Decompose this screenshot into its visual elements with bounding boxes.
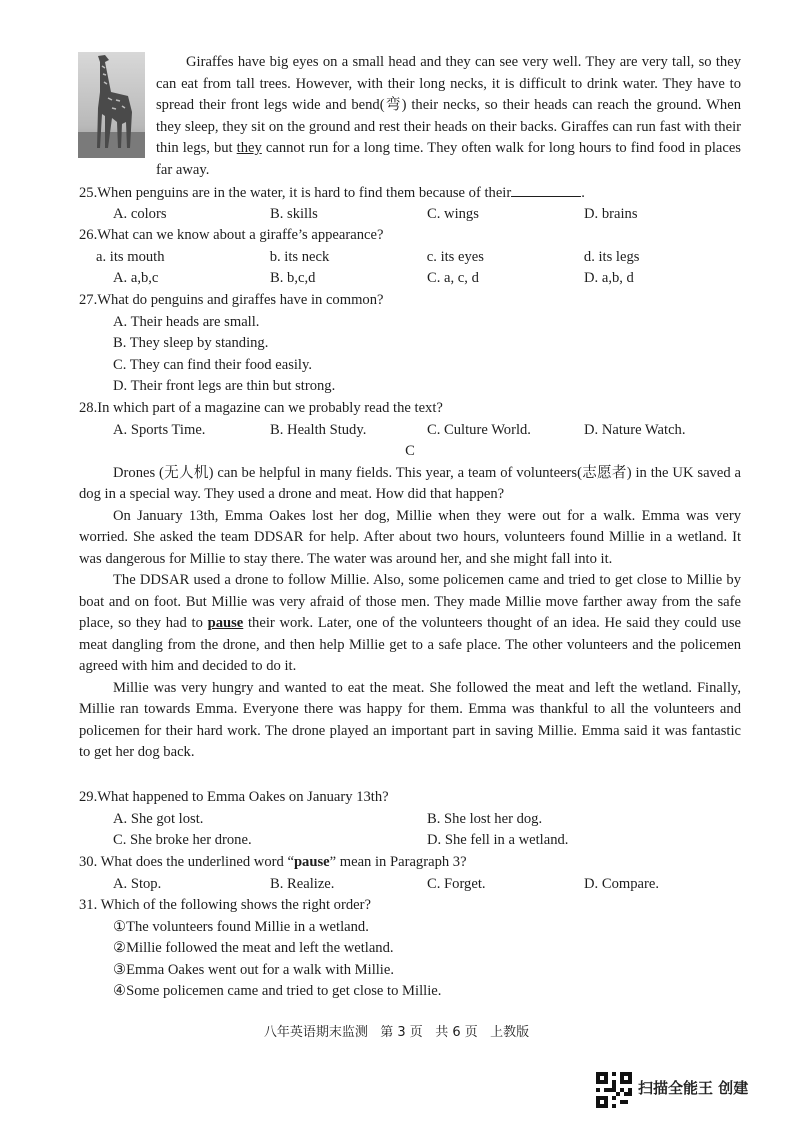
qr-code-icon xyxy=(596,1072,632,1108)
q29-option-b: B. She lost her dog. xyxy=(427,810,543,827)
p3-text-1: The DDSAR used a drone to follow Millie. Also, some policemen came and tried to get close to Millie by boat and on foot. But Millie was very afraid of those men. They made Millie move farther away from the safe place, so they had to xyxy=(79,572,741,631)
q30-word: pause xyxy=(293,854,330,870)
q28-option-b: B. Health Study. xyxy=(270,421,367,438)
giraffe-paragraph xyxy=(79,52,741,181)
q30-option-c: C. Forget. xyxy=(427,875,486,892)
passage-c-paragraph-4: Millie was very hungry and wanted to eat the meat. She followed the meat and left the wetland. Finally, Millie ran towards Emma. Everyone there was happy for them. Emma was thankful to all the volunteers and policemen for their hard work. The drone played an important part in saving Millie. Emma said it was fantastic to get her dog back. xyxy=(79,679,741,760)
q26-item-b: b. its neck xyxy=(269,248,330,265)
answer-blank xyxy=(511,182,581,197)
question-27 xyxy=(79,290,741,398)
section-letter: C xyxy=(405,443,415,459)
q26-stem: 26.What can we know about a giraffe’s appearance? xyxy=(79,227,384,243)
q31-item-3: ③Emma Oakes went out for a walk with Millie. xyxy=(113,961,394,978)
q27-option-a: A. Their heads are small. xyxy=(113,313,260,330)
page-footer: 八年英语期末监测 第 3 页 共 6 页 上教版 xyxy=(263,1025,530,1040)
q28-option-a: A. Sports Time. xyxy=(113,421,206,438)
q29-option-a: A. She got lost. xyxy=(113,810,204,827)
question-30 xyxy=(79,852,741,895)
q30-stem-a: 30. What does the underlined word “ xyxy=(79,854,294,870)
q31-item-4: ④Some policemen came and tried to get close to Millie. xyxy=(113,983,442,999)
q26-item-a: a. its mouth xyxy=(96,248,165,265)
q30-option-b: B. Realize. xyxy=(270,875,335,892)
q25-option-c: C. wings xyxy=(427,205,479,222)
q25-option-d: D. brains xyxy=(584,205,638,222)
scanner-watermark: 扫描全能王 创建 xyxy=(638,1079,749,1097)
q30-option-d: D. Compare. xyxy=(584,875,659,892)
q28-option-c: C. Culture World. xyxy=(427,421,531,438)
q25-end: . xyxy=(581,185,585,201)
question-28 xyxy=(79,398,741,441)
giraffe-text-2: cannot run for a long time. They often walk for long hours to find food in places far away. xyxy=(156,140,741,178)
q25-stem: 25.When penguins are in the water, it is hard to find them because of their xyxy=(79,185,512,201)
question-29 xyxy=(79,787,741,852)
underlined-word-pause: pause xyxy=(207,615,244,631)
q25-option-b: B. skills xyxy=(270,205,318,222)
q27-option-c: C. They can find their food easily. xyxy=(113,356,312,373)
q27-option-b: B. They sleep by standing. xyxy=(113,335,269,351)
q28-option-d: D. Nature Watch. xyxy=(584,421,686,438)
q30-stem xyxy=(79,852,741,874)
q31-stem: 31. Which of the following shows the right order? xyxy=(79,897,371,913)
q26-option-b: B. b,c,d xyxy=(270,270,316,286)
passage-c-paragraph-2: On January 13th, Emma Oakes lost her dog, Millie when they were out for a walk. Emma was very worried. She asked the team DDSAR for help. After about two hours, volunteers found Millie in a wetland. It was dangerous for Millie to stay there. The water was around her, and she might fall into it. xyxy=(79,507,741,567)
passage-c xyxy=(79,441,741,764)
question-25 xyxy=(79,182,741,225)
passage-c-paragraph-3 xyxy=(79,570,741,678)
question-26 xyxy=(79,225,741,290)
underlined-word-they: they xyxy=(236,140,262,156)
q30-option-a: A. Stop. xyxy=(113,875,162,892)
q27-option-d: D. Their front legs are thin but strong. xyxy=(113,378,336,394)
q29-option-c: C. She broke her drone. xyxy=(113,832,252,848)
q31-item-2: ②Millie followed the meat and left the wetland. xyxy=(113,940,394,956)
question-31 xyxy=(79,895,741,1003)
q26-option-a: A. a,b,c xyxy=(113,270,159,286)
q26-option-c: C. a, c, d xyxy=(427,270,479,286)
passage-c-paragraph-1: Drones (无人机) can be helpful in many fields. This year, a team of volunteers(志愿者) in the UK saved a dog in a special way. They used a drone and meat. How did that happen? xyxy=(79,464,741,502)
q30-stem-b: ” mean in Paragraph 3? xyxy=(329,854,467,870)
q26-item-d: d. its legs xyxy=(583,248,640,265)
q29-stem: 29.What happened to Emma Oakes on January 13th? xyxy=(79,789,389,805)
q28-stem: 28.In which part of a magazine can we probably read the text? xyxy=(79,400,443,416)
q26-option-d: D. a,b, d xyxy=(584,270,634,286)
q31-item-1: ①The volunteers found Millie in a wetland. xyxy=(113,918,369,935)
q27-stem: 27.What do penguins and giraffes have in common? xyxy=(79,292,384,308)
giraffe-text-1: Giraffes have big eyes on a small head and they can see very well. They are very tall, so they can eat from tall trees. However, with their long necks, it is difficult to drink water. They have to spread their front legs wide and bend(弯) their necks, so their heads can reach the ground. When they sleep, they sit on the ground and rest their heads on their backs. Giraffes can run fast with their thin legs, but xyxy=(156,54,741,156)
q25-option-a: A. colors xyxy=(113,205,167,222)
p3-text-2: their work. Later, one of the volunteers thought of an idea. He said they could use meat dangling from the drone, and then help Millie get to a safe place. The other volunteers and the policemen agreed with him and decided to do it. xyxy=(79,615,741,674)
q29-option-d: D. She fell in a wetland. xyxy=(427,832,569,848)
q26-item-c: c. its eyes xyxy=(426,248,484,265)
